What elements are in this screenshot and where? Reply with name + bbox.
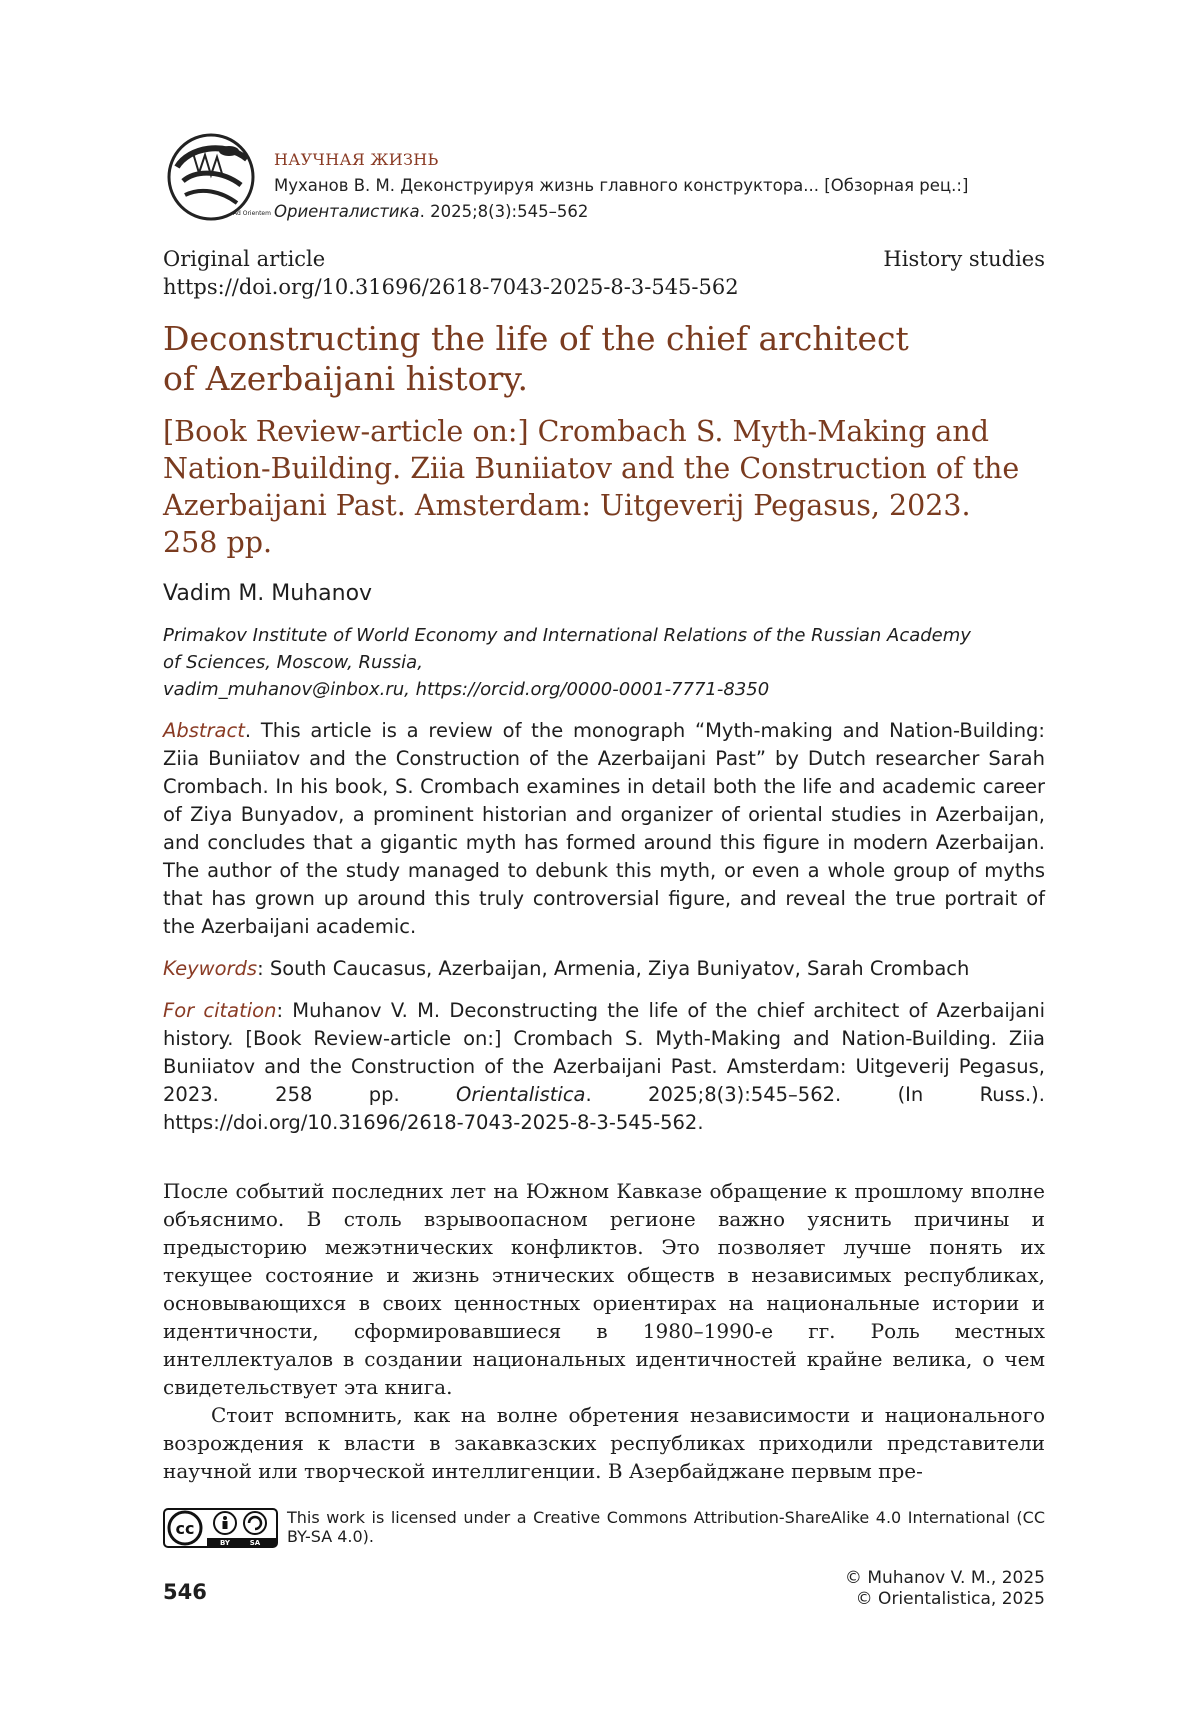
- author-name: Vadim M. Muhanov: [163, 581, 373, 606]
- keywords-label: Keywords: [163, 957, 258, 980]
- affiliation-line: Primakov Institute of World Economy and International Relations of the Russian Academy: [163, 625, 971, 646]
- article-subtitle: [163, 413, 1045, 561]
- body-paragraph: Стоит вспомнить, как на волне обретения независимости и национального возрождения к власти в закавказских республиках приходили представители научной или творческой интеллигенции. В Азербайджане первым пре-: [163, 1403, 1045, 1483]
- subtitle-line: Nation-Building. Ziia Buniiatov and the Construction of the: [163, 452, 1020, 485]
- subtitle-line: [Book Review-article on:] Crombach S. Myth-Making and: [163, 415, 989, 448]
- citation-text-end: . 2025;8(3):545–562. (In Russ.). https://doi.org/10.31696/2618-7043-2025-8-3-545-562.: [163, 1083, 1045, 1134]
- title-line: of Azerbaijani history.: [163, 359, 529, 398]
- citation-label: For citation: [163, 999, 277, 1022]
- running-header: [163, 125, 1045, 225]
- subtitle-line: 258 pp.: [163, 526, 273, 559]
- svg-text:SA: SA: [249, 1539, 261, 1547]
- section-label: НАУЧНАЯ ЖИЗНЬ: [274, 150, 439, 169]
- sa-icon: [244, 1512, 266, 1534]
- article-page: [163, 125, 1045, 1485]
- license-text: This work is licensed under a Creative Commons Attribution-ShareAlike 4.0 International (CC BY-SA 4.0).: [287, 1508, 1045, 1546]
- abstract-label: Abstract: [163, 719, 245, 742]
- copyright-journal: © Orientalistica, 2025: [855, 1589, 1045, 1609]
- header-text: [274, 147, 968, 225]
- cc-by-sa-badge[interactable]: [163, 1508, 278, 1548]
- article-title: [163, 319, 1045, 399]
- page-footer: [163, 1568, 1045, 1618]
- abstract-text: This article is a review of the monograph “Myth-making and Nation-Building: Ziia Buniiatov and the Construction of the Azerbaijani Past” by Dutch researcher Sarah Crombach. In his book, S. Crombach examines in detail both the life and academic career of Ziya Bunyadov, a prominent historian and organizer of oriental studies in Azerbaijan, and concludes that a gigantic myth has formed around this figure in modern Azerbaijan. The author of the study managed to debunk this myth, or even a whole group of myths that has grown up around this truly controversial figure, and reveal the true portrait of the Azerbaijani academic.: [163, 719, 1045, 938]
- running-title: Муханов В. М. Деконструируя жизнь главного конструктора... [Обзорная рец.:]: [274, 176, 969, 195]
- subtitle-line: Azerbaijani Past. Amsterdam: Uitgeverij Pegasus, 2023.: [163, 489, 971, 522]
- title-line: Deconstructing the life of the chief architect: [163, 319, 909, 358]
- page-number: 546: [163, 1580, 207, 1604]
- journal-name: Ориенталистика: [274, 202, 420, 221]
- body-paragraph: После событий последних лет на Южном Кавказе обращение к прошлому вполне объяснимо. В столь взрывоопасном регионе важно уяснить причины и предысторию межэтнических конфликтов. Это позволяет лучше понять их текущее состояние и жизнь этнических обществ в независимых республиках, основывающихся в своих ценностных ориентирах на национальные истории и идентичности, сформировавшиеся в 1980–1990-е гг. Роль местных интеллектуалов в создании национальных идентичностей крайне велика, о чем свидетельствует эта книга.: [163, 1179, 1045, 1399]
- journal-issue: . 2025;8(3):545–562: [419, 202, 589, 221]
- citation-text: Muhanov V. M. Deconstructing the life of the chief architect of Azerbaijani history. [Book Review-article on:] Crombach S. Myth-Making and Nation-Building. Ziia Buniiatov and the Construction of the Azerbaijani Past. Amsterdam: Uitgeverij Pegasus, 2023. 258 pp.: [163, 999, 1045, 1106]
- journal-logo: [163, 129, 271, 221]
- svg-text:cc: cc: [175, 1519, 195, 1538]
- copyright: [845, 1568, 1045, 1610]
- journal-line: [274, 199, 968, 225]
- license-block: [163, 1508, 1045, 1548]
- svg-text:BY: BY: [219, 1539, 231, 1547]
- keywords-text: South Caucasus, Azerbaijan, Armenia, Ziya Buniyatov, Sarah Crombach: [269, 957, 970, 980]
- article-meta: [163, 245, 1045, 301]
- article-category: History studies: [883, 247, 1045, 271]
- author-affiliation: [163, 622, 1045, 703]
- doi-link[interactable]: https://doi.org/10.31696/2618-7043-2025-8-3-545-562: [163, 275, 739, 299]
- citation-journal: Orientalistica: [456, 1083, 586, 1106]
- svg-text:Ad Orientem: Ad Orientem: [233, 210, 271, 217]
- abstract: Abstract. This article is a review of the monograph “Myth-making and Nation-Building: Ziia Buniiatov and the Construction of the Azerbaijani Past” by Dutch researcher Sarah Crombach. In his book, S. Crombach examines in detail both the life and academic career of Ziya Bunyadov, a prominent historian and organizer of oriental studies in Azerbaijan, and concludes that a gigantic myth has formed around this figure in modern Azerbaijan. The author of the study managed to debunk this myth, or even a whole group of myths that has grown up around this truly controversial figure, and reveal the true portrait of the Azerbaijani academic.: [163, 719, 1045, 938]
- affiliation-line: of Sciences, Moscow, Russia,: [163, 652, 423, 673]
- article-body: [163, 1177, 1045, 1485]
- keywords: Keywords: South Caucasus, Azerbaijan, Armenia, Ziya Buniyatov, Sarah Crombach: [163, 957, 970, 980]
- copyright-author: © Muhanov V. M., 2025: [844, 1568, 1045, 1588]
- citation: For citation: Muhanov V. M. Deconstructing the life of the chief architect of Azerbaijani history. [Book Review-article on:] Crombach S. Myth-Making and Nation-Building. Ziia Buniiatov and the Construction of the Azerbaijani Past. Amsterdam: Uitgeverij Pegasus, 2023. 258 pp. Orientalistica. 2025;8(3):545–562. (In Russ.). https://doi.org/10.31696/2618-7043-2025-8-3-545-562.: [163, 999, 1045, 1134]
- article-type: Original article: [163, 247, 326, 271]
- contact-line[interactable]: vadim_muhanov@inbox.ru, https://orcid.org/0000-0001-7771-8350: [163, 679, 770, 700]
